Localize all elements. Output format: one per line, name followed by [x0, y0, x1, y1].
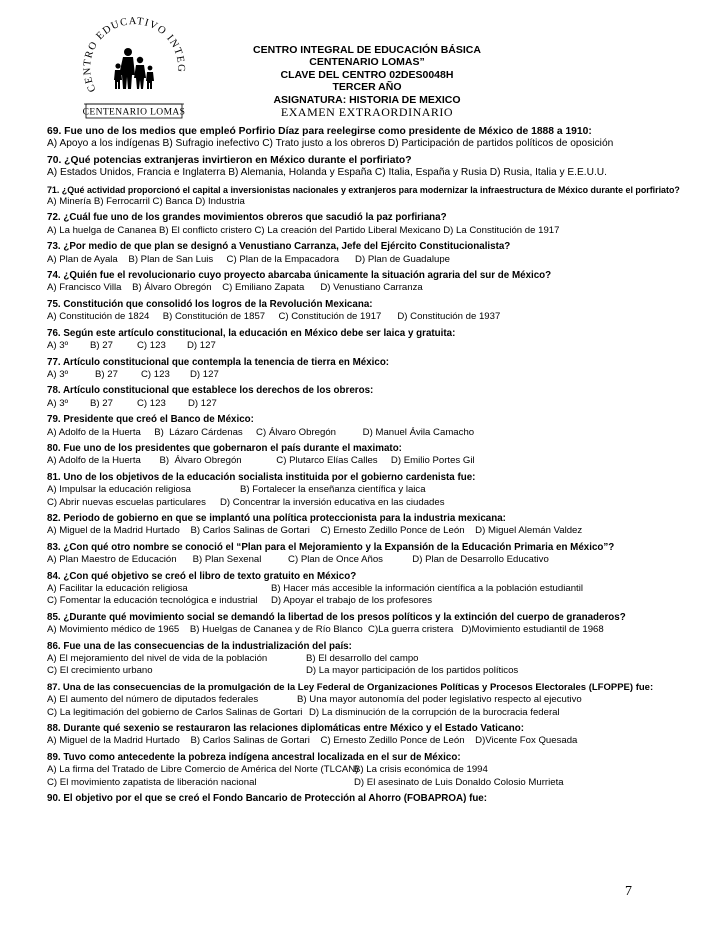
family-figures-icon [114, 48, 154, 89]
option-d: D) 127 [188, 397, 217, 409]
option-d: D) El asesinato de Luis Donaldo Colosio Murrieta [354, 776, 564, 788]
option-c: C) La legitimación del gobierno de Carlos Salinas de Gortari [47, 706, 303, 718]
option-a: A) El mejoramiento del nivel de vida de la población [47, 653, 268, 665]
question-text: 84. ¿Con qué objetivo se creó el libro de texto gratuito en México? [47, 570, 357, 582]
question-text: 80. Fue uno de los presidentes que gobernaron el país durante el maximato: [47, 442, 402, 454]
question-text: 86. Fue una de las consecuencias de la industrialización del país: [47, 640, 352, 652]
answer-options: A) Estados Unidos, Francia e Inglaterra B) Alemania, Holanda y España C) Italia, España y Rusia D) Rusia, Italia y E.E.U.U. [47, 167, 607, 179]
answer-row [47, 764, 693, 776]
question-text: 90. El objetivo por el que se creó el Fondo Bancario de Protección al Ahorro (FOBAPROA) fue: [47, 793, 488, 805]
option-a: A) 3º [47, 397, 69, 409]
option-c: C) 123 [137, 340, 166, 352]
question-text: 78. Artículo constitucional que establece los derechos de los obreros: [47, 385, 374, 397]
question-text: 76. Según este artículo constitucional, la educación en México debe ser laica y gratuita: [47, 327, 456, 339]
option-a: A) La firma del Tratado de Libre Comercio de América del Norte (TLCAN) [47, 764, 359, 776]
option-d: D) La disminución de la corrupción de la burocracia federal [309, 706, 560, 718]
school-name: CENTRO INTEGRAL DE EDUCACIÓN BÁSICA [253, 44, 481, 56]
answer-options: A) Plan de Ayala B) Plan de San Luis C) Plan de la Empacadora D) Plan de Guadalupe [47, 253, 450, 265]
question-72 [47, 212, 693, 241]
option-b: B) Hacer más accesible la información científica a la población estudiantil [271, 583, 583, 594]
question-76 [47, 328, 693, 357]
subject: ASIGNATURA: HISTORIA DE MEXICO [273, 93, 461, 106]
answer-options: A) Movimiento médico de 1965 B) Huelgas de Cananea y de Río Blanco C)La guerra cristera D)Movimiento estudiantil de 1968 [47, 624, 604, 636]
logo-bottom-text: CENTENARIO LOMAS [82, 107, 186, 118]
question-87 [47, 682, 693, 723]
answer-row [47, 497, 693, 509]
option-c: C) Abrir nuevas escuelas particulares [47, 496, 206, 508]
school-logo [78, 10, 190, 126]
question-text: 89. Tuvo como antecedente la pobreza indígena ancestral localizada en el sur de México: [47, 751, 461, 763]
question-79 [47, 414, 693, 443]
answer-row [47, 665, 693, 677]
option-b: B) Una mayor autonomía del poder legislativo respecto al ejecutivo [297, 694, 582, 706]
question-text: 69. Fue uno de los medios que empleó Porfirio Díaz para reelegirse como presidente de México de 1888 a 1910: [47, 126, 592, 137]
answer-options [47, 369, 693, 381]
question-83 [47, 542, 693, 571]
question-78 [47, 385, 693, 414]
page-number: 7 [625, 884, 632, 899]
option-a: A) Facilitar la educación religiosa [47, 583, 188, 594]
option-b: B) El desarrollo del campo [306, 653, 419, 665]
answer-row [47, 707, 693, 719]
answer-options: A) Minería B) Ferrocarril C) Banca D) Industria [47, 196, 245, 208]
answer-options: A) Miguel de la Madrid Hurtado B) Carlos Salinas de Gortari C) Ernesto Zedillo Ponce de León D)Vicente Fox Quesada [47, 735, 578, 747]
answer-row [47, 777, 693, 789]
school-code: CLAVE DEL CENTRO 02DES0048H [280, 68, 454, 81]
answer-row [47, 595, 693, 607]
option-b: B) 27 [90, 340, 113, 352]
answer-options: A) La huelga de Cananea B) El conflicto cristero C) La creación del Partido Liberal Mexicano D) La Constitución de 1917 [47, 224, 560, 236]
option-b: B) 27 [90, 397, 113, 409]
logo-arc-text: CENTRO EDUCATIVO INTEG [82, 16, 187, 94]
question-85 [47, 612, 693, 641]
option-b: B) Fortalecer la enseñanza científica y laica [240, 484, 426, 496]
question-list [47, 126, 693, 810]
option-a: A) 3º [47, 340, 69, 352]
svg-text:CENTRO EDUCATIVO INTEGRAL [78, 10, 186, 94]
question-text: 70. ¿Qué potencias extranjeras invirtieron en México durante el porfiriato? [47, 154, 412, 166]
option-c: C) Fomentar la educación tecnológica e industrial [47, 595, 258, 607]
question-text: 83. ¿Con qué otro nombre se conoció el “Plan para el Mejoramiento y la Expansión de la Educación Primaria en México”? [47, 541, 615, 553]
question-text: 72. ¿Cuál fue uno de los grandes movimientos obreros que sacudió la paz porfiriana? [47, 212, 447, 224]
question-text: 85. ¿Durante qué movimiento social se demandó la libertad de los presos políticos y la extinción del cuerpo de granaderos? [47, 611, 626, 623]
question-82 [47, 513, 693, 542]
question-89 [47, 752, 693, 793]
question-text: 71. ¿Qué actividad proporcionó el capital a inversionistas nacionales y extranjeros para modernizar la infraestructura de México durante el porfiriato? [47, 184, 680, 195]
answer-options: A) Apoyo a los indígenas B) Sufragio inefectivo C) Trato justo a los obreros D) Participación de partidos políticos de oposición [47, 138, 614, 150]
option-b: B) 27 [95, 368, 118, 380]
option-b: B) La crisis económica de 1994 [354, 764, 488, 776]
question-88 [47, 723, 693, 752]
question-77 [47, 357, 693, 386]
answer-row [47, 653, 693, 665]
answer-options [47, 340, 693, 352]
grade: TERCER AÑO [332, 81, 402, 94]
option-a: A) Impulsar la educación religiosa [47, 484, 191, 496]
answer-row [47, 583, 693, 595]
answer-options: A) Adolfo de la Huerta B) Álvaro Obregón C) Plutarco Elías Calles D) Emilio Portes Gil [47, 455, 475, 467]
question-text: 87. Una de las consecuencias de la promulgación de la Ley Federal de Organizaciones Políticas y Procesos Electorales (LFOPPE) fue: [47, 681, 654, 693]
question-74 [47, 270, 693, 299]
option-d: D) La mayor participación de los partidos políticos [306, 665, 519, 677]
school-subname: CENTENARIO LOMAS” [309, 56, 425, 69]
question-69 [47, 126, 693, 155]
answer-row [47, 484, 693, 496]
option-c: C) 123 [137, 397, 166, 409]
option-d: D) Concentrar la inversión educativa en las ciudades [220, 496, 445, 508]
option-a: A) El aumento del número de diputados federales [47, 694, 259, 706]
question-71 [47, 184, 693, 213]
question-text: 73. ¿Por medio de que plan se designó a Venustiano Carranza, Jefe del Ejército Constitucionalista? [47, 241, 511, 253]
option-d: D) 127 [190, 368, 219, 380]
question-84 [47, 571, 693, 612]
option-a: A) 3º [47, 368, 69, 380]
answer-options: A) Francisco Villa B) Álvaro Obregón C) Emiliano Zapata D) Venustiano Carranza [47, 282, 423, 294]
question-text: 82. Periodo de gobierno en que se implantó una política proteccionista para la industria mexicana: [47, 512, 506, 524]
question-81 [47, 472, 693, 513]
answer-options: A) Miguel de la Madrid Hurtado B) Carlos Salinas de Gortari C) Ernesto Zedillo Ponce de León D) Miguel Alemán Valdez [47, 525, 583, 537]
question-86 [47, 641, 693, 682]
option-d: D) Apoyar el trabajo de los profesores [271, 595, 433, 607]
answer-options [47, 398, 693, 410]
option-c: C) El movimiento zapatista de liberación nacional [47, 776, 257, 788]
question-70 [47, 155, 693, 184]
exam-type: EXAMEN EXTRAORDINARIO [280, 105, 454, 120]
option-c: C) 123 [141, 368, 170, 380]
answer-options: A) Constitución de 1824 B) Constitución de 1857 C) Constitución de 1917 D) Constitución de 1937 [47, 311, 501, 323]
answer-options: A) Adolfo de la Huerta B) Lázaro Cárdenas C) Álvaro Obregón D) Manuel Ávila Camacho [47, 426, 475, 438]
exam-header [230, 44, 504, 118]
question-text: 81. Uno de los objetivos de la educación socialista instituida por el gobierno cardenista fue: [47, 471, 476, 483]
question-75 [47, 299, 693, 328]
question-text: 74. ¿Quién fue el revolucionario cuyo proyecto abarcaba únicamente la situación agraria del sur de México? [47, 270, 552, 282]
option-d: D) 127 [187, 340, 216, 352]
question-80 [47, 443, 693, 472]
question-text: 75. Constitución que consolidó los logros de la Revolución Mexicana: [47, 298, 373, 310]
question-text: 79. Presidente que creó el Banco de México: [47, 414, 254, 426]
question-text: 88. Durante qué sexenio se restauraron las relaciones diplomáticas entre México y el Estado Vaticano: [47, 723, 524, 735]
answer-row [47, 694, 693, 706]
answer-options: A) Plan Maestro de Educación B) Plan Sexenal C) Plan de Once Años D) Plan de Desarrollo Educativo [47, 554, 549, 566]
option-c: C) El crecimiento urbano [47, 665, 153, 677]
question-text: 77. Artículo constitucional que contempla la tenencia de tierra en México: [47, 356, 390, 368]
question-73 [47, 241, 693, 270]
question-90 [47, 793, 693, 809]
